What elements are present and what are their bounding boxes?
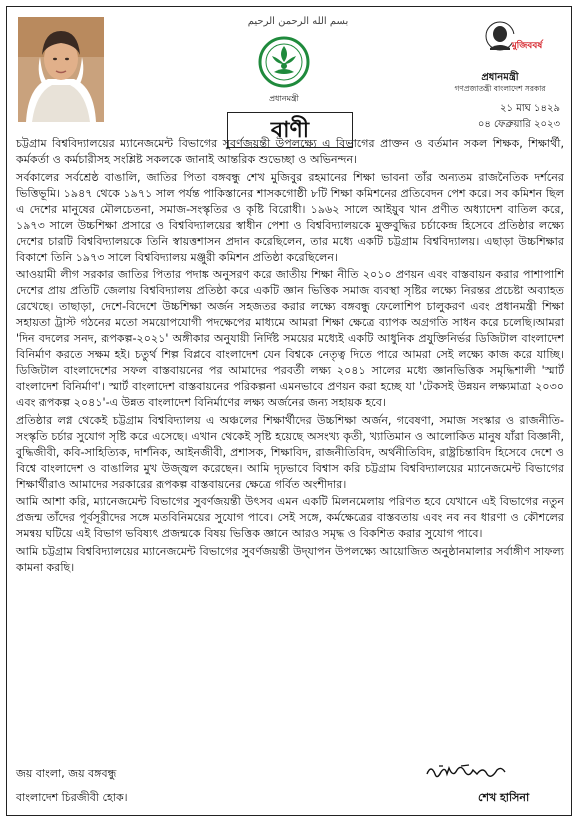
logo-text: মুজিববর্ষ [511, 41, 543, 51]
closing-line-2: বাংলাদেশ চিরজীবী হোক। [16, 791, 128, 804]
signer-name: শেখ হাসিনা [478, 791, 530, 804]
paragraph-4: প্রতিষ্ঠার লগ্ন থেকেই চট্টগ্রাম বিশ্ববিদ্যালয় এ অঞ্চলের শিক্ষার্থীদের উচ্চশিক্ষা অর্জন, গবেষণা, সমাজ সংস্কার ও রাজনীতি-সংস্কৃতি চর্চার সুযোগ সৃষ্টি করে এসেছে। এখান থেকেই সৃষ্টি হয়েছে অসংখ্য কৃতী, খ্যাতিমান ও আলোকিত মানুষ যাঁরা বিজ্ঞানী, বুদ্ধিজীবী, কবি-সাহিত্যিক, দার্শনিক, আইনজীবী, প্রশাসক, শিক্ষাবিদ, রাজনীতিবিদ, অর্থনীতিবিদ, রাষ্ট্রচিন্তাবিদ হিসেবে দেশে ও বিশ্বে বাংলাদেশ ও বাঙালির মুখ উজ্জ্বল করেছেন। আমি দৃঢ়ভাবে বিশ্বাস করি চট্টগ্রাম বিশ্ববিদ্যালয়ের ম্যানেজমেন্ট বিভাগের শিক্ষার্থীরাও আমাদের সরকারের রূপকল্প বাস্তবায়নের ক্ষেত্রে গর্বিত অংশীদার। [16, 413, 564, 491]
date-bangla: ২১ মাঘ ১৪২৯ [500, 103, 560, 114]
office-title: প্রধানমন্ত্রী [481, 72, 519, 83]
emblem-caption: প্রধানমন্ত্রী [269, 94, 299, 103]
mujib-borsho-logo [474, 14, 546, 68]
bismillah-text: بسم الله الرحمن الرحيم [247, 16, 349, 27]
date-english: ০৪ ফেব্রুয়ারি ২০২৩ [477, 119, 560, 130]
paragraph-3: আওয়ামী লীগ সরকার জাতির পিতার পদাঙ্ক অনুসরণ করে জাতীয় শিক্ষা নীতি ২০১০ প্রণয়ন এবং বাস্তবায়ন করার পাশাপাশি দেশের প্রায় প্রতিটি জেলায় বিশ্ববিদ্যালয় প্রতিষ্ঠা করে একটি জ্ঞান ভিত্তিক সমাজ ব্যবস্থা সৃষ্টির লক্ষ্যে নিরন্তর প্রচেষ্টা অব্যাহত রেখেছে। তাছাড়া, দেশে-বিদেশে উচ্চশিক্ষা অর্জন সহজতর করার লক্ষ্যে বঙ্গবন্ধু ফেলোশিপ চালুকরণ এবং প্রধানমন্ত্রী শিক্ষা সহায়তা ট্রাস্ট গঠনের মতো সময়োপযোগী পদক্ষেপের মাধ্যমে আমরা শিক্ষা ক্ষেত্রে ব্যাপক অগ্রগতি সাধন করে চলেছি।আমরা 'দিন বদলের সনদ, রূপকল্প-২০২১' অঙ্গীকার অনুযায়ী নির্দিষ্ট সময়ের মধ্যেই একটি আধুনিক প্রযুক্তিনির্ভর ডিজিটাল বাংলাদেশ বিনির্মাণ করতে সক্ষম হই। চতুর্থ শিল্প বিপ্লবে বাংলাদেশ যেন বিশ্বকে নেতৃত্ব দিতে পারে আমরা সেই লক্ষ্যে কাজ করে যাচ্ছি। ডিজিটাল বাংলাদেশের সফল বাস্তবায়নের পর আমাদের পরবর্তী লক্ষ্য ২০৪১ সালের মধ্যে জ্ঞানভিত্তিক সমৃদ্ধিশালী 'স্মার্ট বাংলাদেশ বিনির্মাণ'। স্মার্ট বাংলাদেশ বাস্তবায়নের পরিকল্পনা এমনভাবে প্রণয়ন করা হচ্ছে যা 'টেকসই উন্নয়ন লক্ষ্যমাত্রা ২০৩০ এবং রূপকল্প ২০৪১'-এ উন্নত বাংলাদেশ বিনির্মাণের লক্ষ্য অর্জনের জন্য সহায়ক হবে। [16, 268, 564, 409]
office-subtitle: গণপ্রজাতন্ত্রী বাংলাদেশ সরকার [454, 84, 546, 93]
message-body [16, 136, 564, 577]
paragraph-5: আমি আশা করি, ম্যানেজমেন্ট বিভাগের সুবর্ণজয়ন্তী উৎসব এমন একটি মিলনমেলায় পরিণত হবে যেখানে এই বিভাগের নতুন প্রজন্ম তাঁদের পূর্বসূরীদের সঙ্গে মতবিনিময়ের সুযোগ পাবে। সেই সঙ্গে, কর্মক্ষেত্রের বাস্তবতায় এবং নব নব ধারণা ও কৌশলের সমন্বয় ঘটিয়ে এই বিভাগ ভবিষ্যৎ প্রজন্মকে বিষয় ভিত্তিক জ্ঞানে আরও সমৃদ্ধ ও বিকশিত করার সুযোগ পাবে। [16, 495, 564, 540]
paragraph-2: সর্বকালের সর্বশ্রেষ্ঠ বাঙালি, জাতির পিতা বঙ্গবন্ধু শেখ মুজিবুর রহমানের শিক্ষা ভাবনা তাঁর অন্যতম রাজনৈতিক দর্শনের ভিত্তিভূমি। ১৯৪৭ থেকে ১৯৭১ সাল পর্যন্ত পাকিস্তানের শাসকগোষ্ঠী ৮টি শিক্ষা কমিশনের প্রতিবেদন পেশ করে। সব কমিশন ছিল এ দেশের মানুষের মৌলচেতনা, সমাজ-সংস্কৃতির ও কৃষ্টি বিরোধী। ১৯৬২ সালে আইয়ুব খান প্রণীত অধ্যাদেশ বাতিল করে, ১৯৭৩ সালে উচ্চশিক্ষা প্রসারে ও বিশ্ববিদ্যালয়ের স্বাধীন পেশা ও বিশ্ববিদ্যালয়কে মুক্তবুদ্ধির চর্চাকেন্দ্র হিসেবে প্রতিষ্ঠার লক্ষ্যে দেশের চারটি বিশ্ববিদ্যালয়কে তিনি স্বায়ত্তশাসন প্রদান করেছিলেন, তার মধ্যে একটি চট্টগ্রাম বিশ্ববিদ্যালয়। এছাড়া উচ্চশিক্ষার বিকাশে তিনি ১৯৭৩ সালে বিশ্ববিদ্যালয় মঞ্জুরী কমিশন প্রতিষ্ঠা করেছিলেন। [16, 170, 564, 264]
paragraph-6: আমি চট্টগ্রাম বিশ্ববিদ্যালয়ের ম্যানেজমেন্ট বিভাগের সুবর্ণজয়ন্তী উদ্‌যাপন উপলক্ষ্যে আয়োজিত অনুষ্ঠানমালার সর্বাঙ্গীণ সাফল্য কামনা করছি। [16, 544, 564, 574]
handwritten-signature [425, 760, 507, 786]
page-title-text: বাণী [270, 117, 310, 143]
closing-line-1: জয় বাংলা, জয় বঙ্গবন্ধু [16, 767, 117, 780]
government-emblem-icon [258, 36, 310, 92]
paragraph-1: চট্টগ্রাম বিশ্ববিদ্যালয়ের ম্যানেজমেন্ট বিভাগের সুবর্ণজয়ন্তী উপলক্ষ্যে এ বিভাগের প্রাক্তন ও বর্তমান সকল শিক্ষক, শিক্ষার্থী, কর্মকর্তা ও কর্মচারীসহ সংশ্লিষ্ট সকলকে জানাই আন্তরিক শুভেচ্ছা ও অভিনন্দন। [16, 137, 564, 166]
portrait-photo [18, 17, 104, 122]
